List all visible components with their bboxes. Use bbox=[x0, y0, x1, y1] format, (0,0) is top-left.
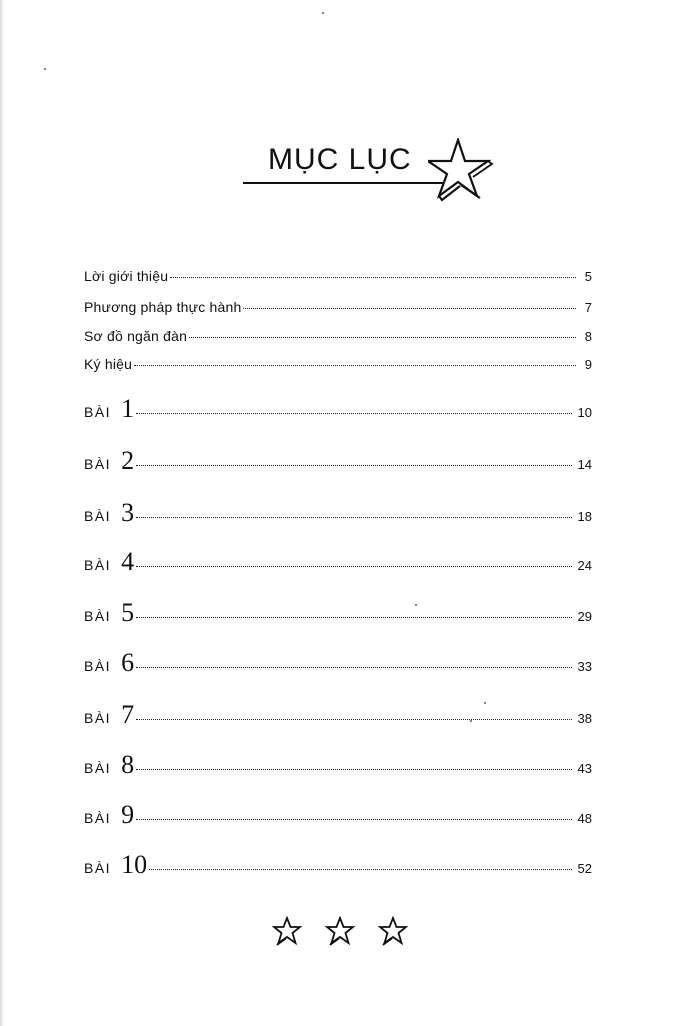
lesson-prefix: BÀI bbox=[84, 508, 112, 524]
dot-leader bbox=[134, 365, 576, 366]
lesson-number: 5 bbox=[121, 598, 135, 627]
page-title: MỤC LỤC bbox=[268, 143, 412, 176]
toc-page-number: 18 bbox=[577, 509, 592, 524]
toc-lesson-5 bbox=[84, 600, 592, 626]
lesson-prefix: BÀI bbox=[84, 404, 112, 420]
toc-page-number: 7 bbox=[584, 300, 592, 315]
dot-leader bbox=[243, 308, 576, 309]
toc-entry-label: Lời giới thiệu bbox=[84, 268, 169, 284]
dot-leader bbox=[189, 337, 576, 338]
star-outline-icon bbox=[428, 138, 494, 202]
toc-page-number: 10 bbox=[577, 405, 592, 420]
toc-page-number: 29 bbox=[577, 609, 592, 624]
dot-leader bbox=[170, 277, 576, 278]
toc-entry-label: Ký hiệu bbox=[84, 356, 133, 372]
lesson-number: 1 bbox=[121, 394, 135, 423]
dot-leader bbox=[136, 517, 571, 518]
dot-leader bbox=[136, 769, 571, 770]
lesson-number: 10 bbox=[121, 850, 148, 879]
lesson-prefix: BÀI bbox=[84, 658, 112, 674]
lesson-prefix: BÀI bbox=[84, 608, 112, 624]
toc-page-number: 33 bbox=[577, 659, 592, 674]
toc-entry-symbols bbox=[84, 356, 592, 372]
dot-leader bbox=[136, 819, 571, 820]
lesson-prefix: BÀI bbox=[84, 860, 112, 876]
toc-lesson-4 bbox=[84, 549, 592, 575]
dot-leader bbox=[136, 617, 571, 618]
dot-leader bbox=[136, 566, 571, 567]
lesson-prefix: BÀI bbox=[84, 456, 112, 472]
toc-lesson-10 bbox=[84, 852, 592, 878]
lesson-number: 2 bbox=[121, 446, 135, 475]
toc-page-number: 43 bbox=[577, 761, 592, 776]
toc-entry-label: Phương pháp thực hành bbox=[84, 299, 242, 315]
toc-page-number: 52 bbox=[577, 861, 592, 876]
page-edge-shadow bbox=[0, 0, 4, 1026]
toc-lesson-8 bbox=[84, 752, 592, 778]
toc-page-number: 9 bbox=[584, 357, 592, 372]
lesson-number: 8 bbox=[121, 750, 135, 779]
lesson-prefix: BÀI bbox=[84, 810, 112, 826]
star-outline-icon bbox=[272, 916, 302, 946]
toc-lesson-2 bbox=[84, 448, 592, 474]
toc-lesson-9 bbox=[84, 802, 592, 828]
lesson-number: 4 bbox=[121, 547, 135, 576]
toc-entry-intro bbox=[84, 268, 592, 284]
toc-lesson-6 bbox=[84, 650, 592, 676]
lesson-number: 7 bbox=[121, 700, 135, 729]
toc-lesson-3 bbox=[84, 500, 592, 526]
dot-leader bbox=[136, 667, 571, 668]
toc-page-number: 5 bbox=[584, 269, 592, 284]
toc-entry-label: Sơ đồ ngăn đàn bbox=[84, 328, 188, 344]
lesson-prefix: BÀI bbox=[84, 557, 112, 573]
toc-entry-fretboard bbox=[84, 328, 592, 344]
lesson-number: 3 bbox=[121, 498, 135, 527]
lesson-number: 9 bbox=[121, 800, 135, 829]
dot-leader bbox=[136, 413, 571, 414]
toc-entry-method bbox=[84, 299, 592, 315]
toc-page-number: 8 bbox=[584, 329, 592, 344]
star-outline-icon bbox=[325, 916, 355, 946]
star-outline-icon bbox=[378, 916, 408, 946]
toc-page-number: 38 bbox=[577, 711, 592, 726]
title-underline bbox=[243, 182, 443, 184]
scan-speck bbox=[44, 68, 46, 70]
toc-page-number: 24 bbox=[577, 558, 592, 573]
toc-page-number: 14 bbox=[577, 457, 592, 472]
toc-lesson-1 bbox=[84, 396, 592, 422]
footer-stars bbox=[270, 916, 410, 950]
toc-page-number: 48 bbox=[577, 811, 592, 826]
dot-leader bbox=[149, 869, 571, 870]
lesson-number: 6 bbox=[121, 648, 135, 677]
dot-leader bbox=[136, 719, 571, 720]
scan-speck bbox=[322, 12, 324, 14]
lesson-prefix: BÀI bbox=[84, 710, 112, 726]
toc-lesson-7 bbox=[84, 702, 592, 728]
lesson-prefix: BÀI bbox=[84, 760, 112, 776]
dot-leader bbox=[136, 465, 571, 466]
